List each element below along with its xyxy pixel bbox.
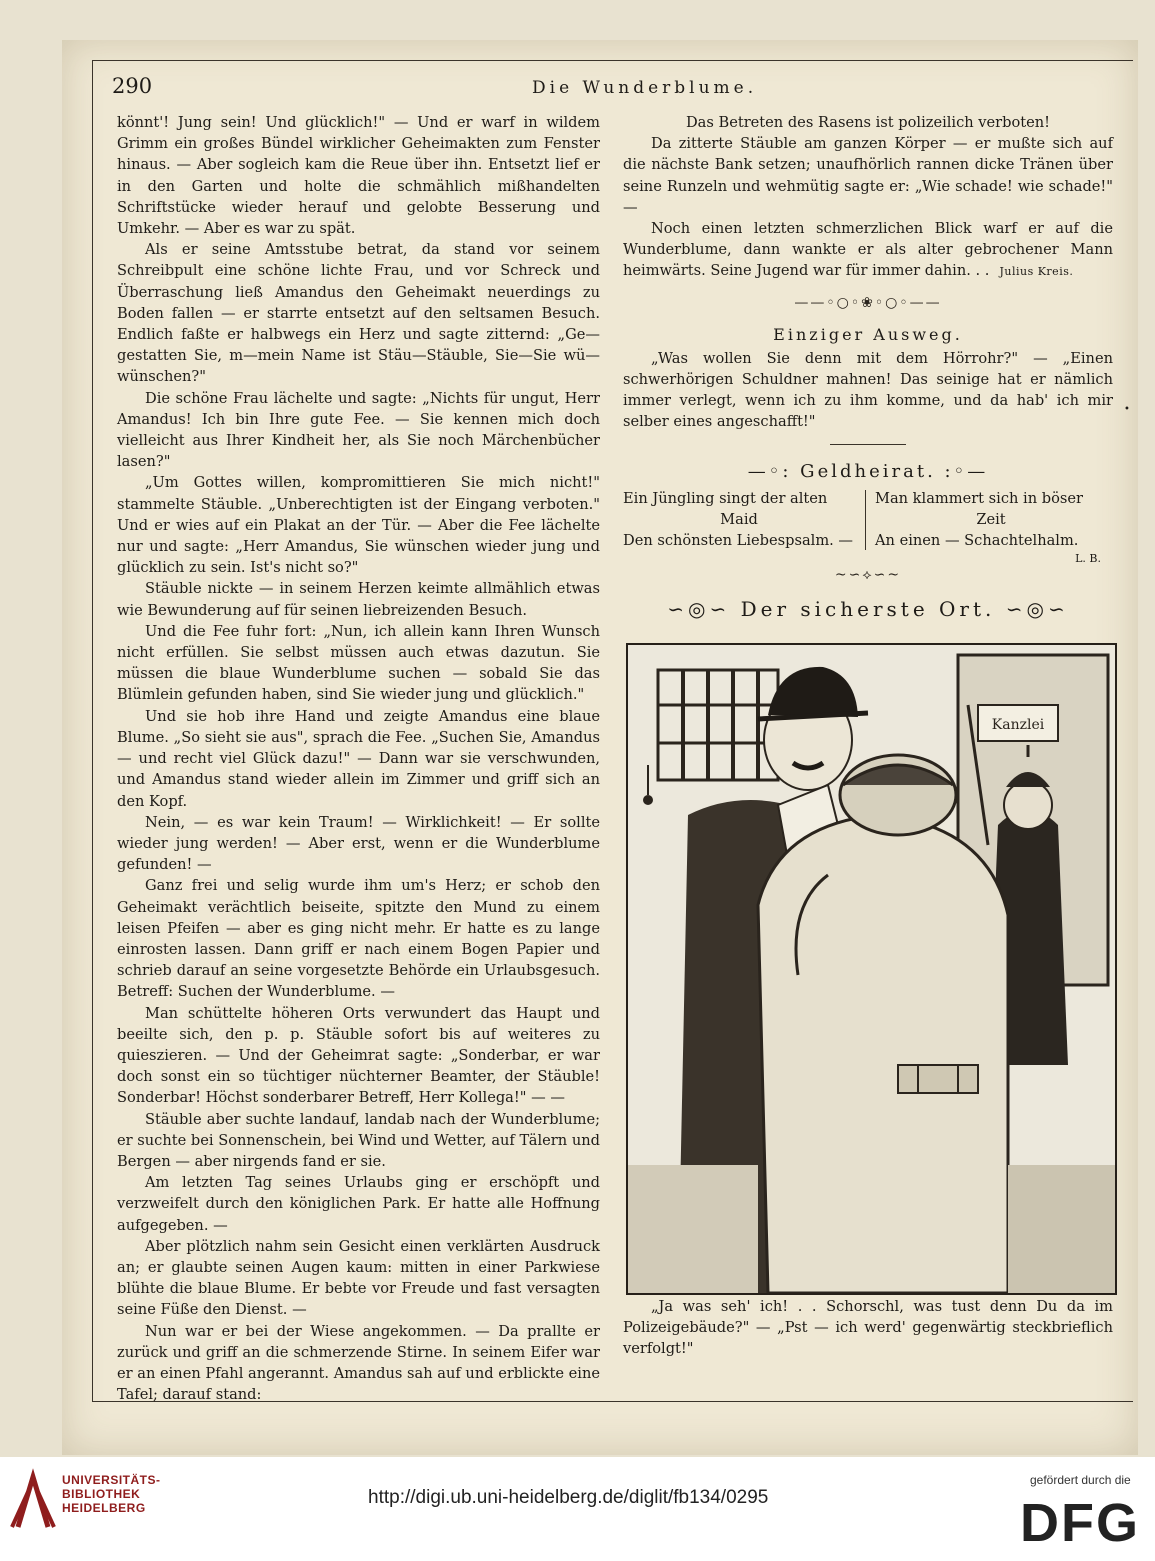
- paragraph: Als er seine Amtsstube betrat, da stand vor seinem Schreibpult eine schöne lichte Frau, und vor Schreck und Überraschung ließ Amandus den Geheimakt neuerdings zu Boden fallen — er starrte entsetzt auf den seltsamen Besuch. Endlich faßte er halbwegs ein Herz und sagte zitternd: „Ge—gestatten Sie, m—mein Name ist Stäu—Stäuble, Sie—Sie wü—wünschen?": [117, 241, 600, 386]
- cartoon-drawing: [628, 645, 1115, 1293]
- paragraph: „Um Gottes willen, kompromittieren Sie mich nicht!" stammelte Stäuble. „Unberechtigten ist der Eingang verboten." Und er wies auf ein Plakat an der Tür. — Aber die Fee lächelte nur und sagte: „Herr Amandus, Sie wünschen wieder jung und glücklich zu sein. Ist's nicht so?": [117, 474, 600, 577]
- paragraph: Stäuble aber suchte landauf, landab nach der Wunderblume; er suchte bei Sonnenschein, bei Wind und Wetter, auf Tälern und Bergen — aber nirgends fand er sie.: [117, 1110, 600, 1170]
- poem-line: Maid: [720, 511, 758, 529]
- cartoon-caption: [623, 1296, 1113, 1360]
- cartoon-illustration: [626, 643, 1117, 1295]
- poem-line: An einen — Schachtelhalm.: [875, 532, 1079, 550]
- paragraph: Stäuble nickte — in seinem Herzen keimte allmählich etwas wie Bewunderung auf für seinen liebreizenden Besuch.: [117, 580, 600, 619]
- sign-text: Das Betreten des Rasens ist polizeilich verboten!: [685, 114, 1051, 131]
- paragraph: könnt'! Jung sein! Und glücklich!" — Und er warf in wildem Grimm ein großes Bündel wirklicher Geheimakten zum Fenster hinaus. — Aber sogleich kam die Reue über ihn. Entsetzt lief er in den Garten und holte die schmählich mißhandelten Schriftstücke wieder herauf und gelobte Besserung und Umkehr. — Aber es war zu spät.: [117, 114, 600, 238]
- dfg-logo: DFG: [1020, 1493, 1140, 1553]
- poem-right-stanza: [875, 488, 1107, 551]
- paragraph: Und die Fee fuhr fort: „Nun, ich allein kann Ihren Wunsch nicht erfüllen. Sie selbst müssen auch etwas dazutun. Sie müssen die blaue Wunderblume suchen — sobald Sie das Blümlein gefunden haben, sind Sie wieder jung und glücklich.": [117, 622, 600, 704]
- poem: [623, 488, 1113, 552]
- digitization-footer: [0, 1457, 1155, 1561]
- paragraph: „Was wollen Sie denn mit dem Hörrohr?" — „Einen schwerhörigen Schuldner mahnen! Das seinige hat er nämlich immer verlegt, wenn ich zu ihm komme, und da hab' ich mir selber eines angeschafft!": [623, 349, 1113, 431]
- funding-label: gefördert durch die: [1030, 1473, 1131, 1487]
- paragraph: Nein, — es war kein Traum! — Wirklichkeit! — Er sollte wieder jung werden! — Aber erst, wenn er die Wunderblume gefunden! —: [117, 813, 600, 874]
- page-header: [112, 74, 1132, 102]
- poem-line: Man klammert sich in böser: [875, 490, 1083, 508]
- section-title-der-sicherste-ort: ∽◎∽ Der sicherste Ort. ∽◎∽: [667, 597, 1069, 622]
- library-name: [62, 1473, 161, 1515]
- poem-left-stanza: [623, 488, 855, 551]
- margin-mark: •: [1124, 404, 1130, 415]
- paragraph: Man schüttelte höheren Orts verwundert das Haupt und beeilte sich, den p. p. Stäuble sofort bis auf weiteres zu quieszieren. — Und der Geheimrat sagte: „Sonderbar, er war doch sonst ein so tüchtiger nüchterner Beamter, der Stäuble! Sonderbar! Höchst sonderbarer Betreff, Herr Kollega!" — —: [117, 1004, 600, 1107]
- right-column: [623, 112, 1113, 621]
- poem-author: L. B.: [1075, 552, 1101, 566]
- paragraph: Aber plötzlich nahm sein Gesicht einen verklärten Ausdruck an; er glaubte seinen Augen kaum: mitten in einer Parkwiese blühte die blaue Blume. Er bebte vor Freude und fast versagten seine Füße den Dienst. —: [117, 1237, 600, 1319]
- paragraph: [623, 218, 1113, 283]
- poem-line: Den schönsten Liebespsalm. —: [623, 532, 854, 550]
- library-line: UNIVERSITÄTS-: [62, 1473, 161, 1487]
- paragraph: Ganz frei und selig wurde ihm um's Herz; er schob den Geheimakt verächtlich beiseite, spitzte den Mund zu einem leisen Pfeifen — aber es ging nicht mehr. Er hatte es zu lange einrosten lassen. Dann griff er nach einem Bogen Papier und schrieb darauf an seine vorgesetzte Behörde ein Urlaubsgesuch. Betreff: Suchen der Wunderblume. —: [117, 877, 600, 1001]
- ornament-divider: ~∽⟡∽~: [834, 567, 902, 584]
- university-logo-icon: [8, 1467, 58, 1537]
- library-line: HEIDELBERG: [62, 1501, 146, 1515]
- poem-line: Ein Jüngling singt der alten: [623, 490, 828, 508]
- ornament-divider: ——◦○◦❀◦○◦——: [794, 294, 942, 311]
- paragraph: Am letzten Tag seines Urlaubs ging er erschöpft und verzweifelt durch den königlichen Park. Er hatte alle Hoffnung aufgegeben. —: [117, 1174, 600, 1234]
- poem-divider: [865, 490, 866, 550]
- library-line: BIBLIOTHEK: [62, 1487, 141, 1501]
- paragraph: Und sie hob ihre Hand und zeigte Amandus eine blaue Blume. „So sieht sie aus", sprach die Fee. „Suchen Sie, Amandus — und recht viel Glück dazu!" — Dann war sie verschwunden, und Amandus stand wieder allein im Zimmer und griff sich an den Kopf.: [117, 707, 600, 810]
- paragraph: Nun war er bei der Wiese angekommen. — Da prallte er zurück und griff an die schmerzende Stirne. In seinem Eifer war er an einen Pfahl angerannt. Amandus sah auf und erblickte eine Tafel; darauf stand:: [117, 1322, 600, 1404]
- caption-text: „Ja was seh' ich! . . Schorschl, was tust denn Du da im Polizeigebäude?" — „Pst — ich werd' gegenwärtig steckbrieflich verfolgt!": [623, 1298, 1113, 1358]
- paragraph-text: Noch einen letzten schmerzlichen Blick warf er auf die Wunderblume, dann wankte er als alter gebrochener Mann heimwärts. Seine Jugend war für immer dahin. . .: [623, 220, 1113, 280]
- section-title-einziger-ausweg: Einziger Ausweg.: [773, 324, 963, 344]
- running-title: Die Wunderblume.: [532, 78, 758, 98]
- left-column: [117, 112, 600, 1405]
- page-number: 290: [112, 74, 153, 98]
- author-signature: Julius Kreis.: [999, 265, 1074, 279]
- paragraph: Die schöne Frau lächelte und sagte: „Nichts für ungut, Herr Amandus! Ich bin Ihre gute Fee. — Sie kennen mich doch vielleicht aus Ihrer Kindheit her, als Sie noch Märchenbücher lasen?": [117, 389, 600, 471]
- section-title-geldheirat: —◦: Geldheirat. :◦—: [747, 461, 989, 483]
- permalink-url[interactable]: http://digi.ub.uni-heidelberg.de/diglit/fb134/0295: [368, 1487, 769, 1508]
- door-sign-text: Kanzlei: [991, 717, 1045, 733]
- poem-line: Zeit: [976, 511, 1006, 529]
- paragraph: Da zitterte Stäuble am ganzen Körper — er mußte sich auf die nächste Bank setzen; unaufhörlich rannen dicke Tränen über seine Runzeln und wehmütig sagte er: „Wie schade! wie schade!" —: [623, 135, 1113, 216]
